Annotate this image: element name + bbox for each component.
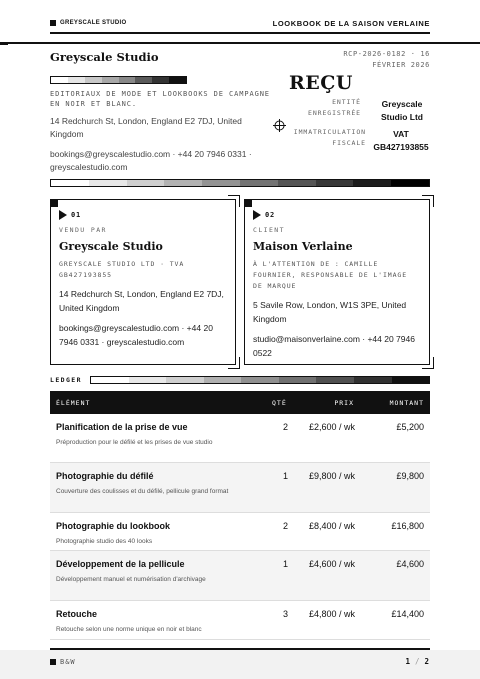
- row-title: Photographie du défilé: [56, 471, 154, 481]
- col-price: PRIX: [334, 399, 354, 407]
- card-sub: À L'ATTENTION DE : CAMILLE FOURNIER, RESPONSABLE DE L'IMAGE DE MARQUE: [253, 260, 408, 290]
- grey-swatch-strip: [50, 76, 187, 84]
- page-separator: /: [414, 657, 421, 666]
- bracket-mark: [228, 357, 240, 369]
- page-indicator: [405, 657, 430, 666]
- doc-title: LOOKBOOK DE LA SAISON VERLAINE: [272, 18, 430, 28]
- card-role: CLIENT: [253, 226, 285, 234]
- row-title: Planification de la prise de vue: [56, 422, 188, 432]
- row-price: £9,800 / wk: [308, 471, 355, 481]
- client-card: [244, 199, 430, 365]
- card-name: Greyscale Studio: [59, 240, 163, 253]
- current-page: 1: [405, 657, 411, 666]
- play-arrow-icon: [253, 210, 261, 220]
- row-price: £4,800 / wk: [308, 609, 355, 619]
- row-qty: 1: [282, 559, 288, 569]
- row-amount: £4,600: [396, 559, 424, 569]
- row-desc: Retouche selon une norme unique en noir et blanc: [56, 626, 202, 633]
- doc-type: REÇU: [289, 72, 353, 94]
- row-desc: Développement manuel et numérisation d'archivage: [56, 576, 206, 583]
- table-row: [50, 551, 430, 601]
- row-amount: £16,800: [391, 521, 424, 531]
- col-item: ÉLÉMENT: [56, 399, 91, 407]
- row-amount: £9,800: [396, 471, 424, 481]
- square-mark-icon: [50, 20, 56, 26]
- table-row: [50, 601, 430, 640]
- seller-card: [50, 199, 236, 365]
- table-row: [50, 414, 430, 463]
- square-mark-icon: [50, 659, 56, 665]
- card-address: 5 Savile Row, London, W1S 3PE, United Kingdom: [253, 300, 407, 324]
- registered-label: ENTITÉ ENREGISTRÉE: [308, 98, 361, 117]
- col-qty: QTÉ: [272, 399, 287, 407]
- footer-label: [50, 658, 76, 666]
- card-number: 01: [71, 211, 82, 219]
- seller-contact: bookings@greyscalestudio.com · +44 20 7946 0331 · greyscalestudio.com: [50, 149, 252, 172]
- brand-tag-text: GREYSCALE STUDIO: [60, 20, 127, 26]
- card-name: Maison Verlaine: [253, 240, 353, 253]
- row-price: £4,600 / wk: [308, 559, 355, 569]
- corner-mark: [50, 199, 58, 207]
- seller-tagline: EDITORIAUX DE MODE ET LOOKBOOKS DE CAMPAGNE EN NOIR ET BLANC.: [50, 90, 270, 108]
- row-desc: Photographie studio des 40 looks: [56, 538, 153, 545]
- seller-name: Greyscale Studio: [50, 50, 159, 64]
- row-amount: £14,400: [391, 609, 424, 619]
- ledger-label: LEDGER: [50, 376, 82, 384]
- bracket-mark: [228, 195, 240, 207]
- table-header: [50, 391, 430, 414]
- doc-date: FÉVRIER 2026: [372, 61, 430, 69]
- row-price: £8,400 / wk: [308, 521, 355, 531]
- doc-number: RCP-2026-0182 · 16: [343, 50, 430, 58]
- table-row: [50, 463, 430, 513]
- top-header-bar: [50, 14, 430, 34]
- card-head: [253, 210, 421, 220]
- ledger-gradient-bar: [90, 376, 430, 384]
- registered-value: Greyscale Studio Ltd: [380, 99, 423, 122]
- seller-address: 14 Redchurch St, London, England E2 7DJ, United Kingdom: [50, 116, 242, 139]
- tax-label: IMMATRICULATION FISCALE: [293, 128, 366, 147]
- bracket-mark: [422, 357, 434, 369]
- edge-mark: [0, 42, 8, 45]
- header-divider: [0, 42, 480, 44]
- footer-label-text: B&W: [60, 658, 76, 666]
- card-contact: bookings@greyscalestudio.com · +44 20 7946 0331 · greyscalestudio.com: [59, 323, 213, 347]
- row-qty: 3: [282, 609, 288, 619]
- row-price: £2,600 / wk: [308, 422, 355, 432]
- doc-number-date: [343, 49, 430, 71]
- bracket-mark: [422, 195, 434, 207]
- brand-tag: [50, 20, 126, 26]
- page-footer: [0, 650, 480, 679]
- row-qty: 2: [282, 521, 288, 531]
- total-pages: 2: [424, 657, 430, 666]
- row-qty: 2: [282, 422, 288, 432]
- tax-value: VAT GB427193855: [373, 129, 429, 152]
- gradient-bar: [50, 179, 430, 187]
- card-sub: GREYSCALE STUDIO LTD · TVA GB427193855: [59, 260, 185, 279]
- card-role: VENDU PAR: [59, 226, 107, 234]
- card-contact: studio@maisonverlaine.com · +44 20 7946 0522: [253, 334, 415, 358]
- row-title: Photographie du lookbook: [56, 521, 170, 531]
- table-row: [50, 513, 430, 551]
- corner-mark: [244, 199, 252, 207]
- row-title: Retouche: [56, 609, 98, 619]
- card-number: 02: [265, 211, 276, 219]
- row-title: Développement de la pellicule: [56, 559, 185, 569]
- row-desc: Préproduction pour le défilé et les prises de vue studio: [56, 439, 213, 446]
- row-desc: Couverture des coulisses et du défilé, pellicule grand format: [56, 488, 229, 495]
- card-head: [59, 210, 227, 220]
- row-amount: £5,200: [396, 422, 424, 432]
- crosshair-icon: [273, 119, 286, 132]
- col-amount: MONTANT: [389, 399, 424, 407]
- play-arrow-icon: [59, 210, 67, 220]
- row-qty: 1: [282, 471, 288, 481]
- card-address: 14 Redchurch St, London, England E2 7DJ, United Kingdom: [59, 289, 224, 313]
